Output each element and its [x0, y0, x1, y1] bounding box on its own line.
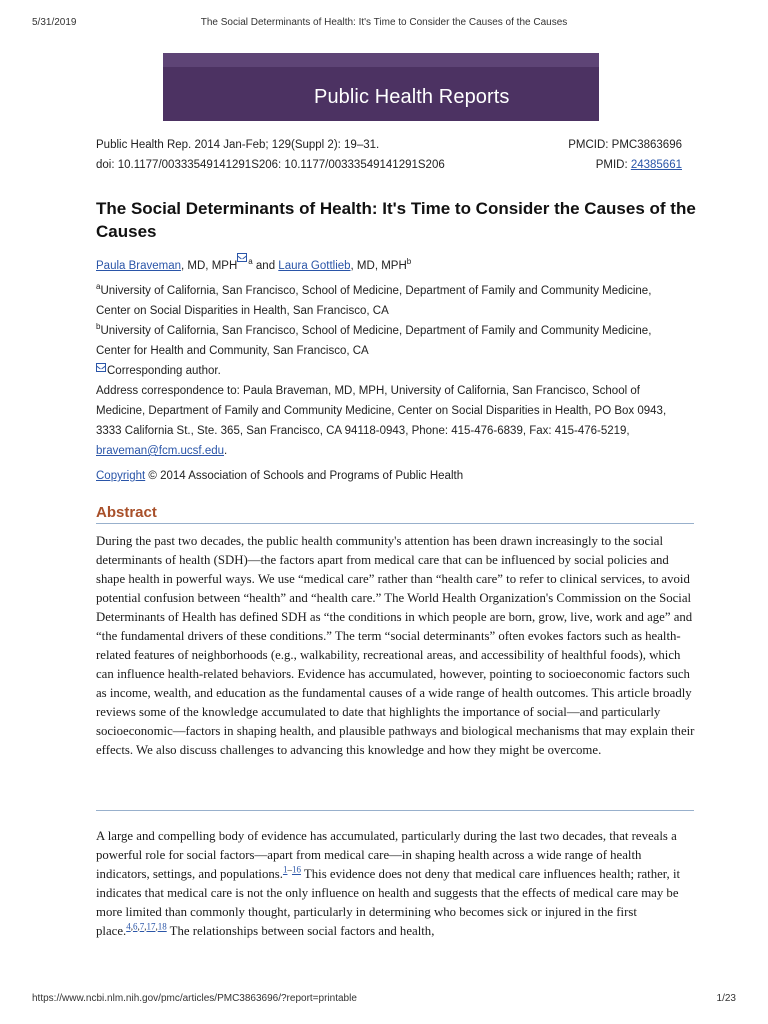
author-list: [96, 253, 411, 272]
affiliation-b-line2: Center for Health and Community, San Francisco, CA: [96, 345, 369, 357]
mail-icon[interactable]: [237, 253, 247, 262]
citation-comma: ,: [130, 921, 133, 932]
pmcid: PMCID: PMC3863696: [568, 139, 682, 151]
citation-dash: –: [287, 864, 292, 875]
email-link[interactable]: braveman@fcm.ucsf.edu: [96, 445, 225, 457]
citation-journal: Public Health Rep. 2014 Jan-Feb; 129(Suppl 2): 19–31.: [96, 139, 380, 151]
journal-name: Public Health Reports: [314, 86, 510, 108]
copyright-line: [96, 470, 463, 482]
abstract-divider: [96, 523, 694, 524]
pmid: [596, 159, 682, 171]
mail-icon: [96, 363, 106, 372]
print-date: 5/31/2019: [32, 17, 77, 28]
intro-text-2: This evidence does not deny that medical care influences health; rather, it indicates that medical care is not the only influence on health and suggests that the effects of medical care may be more limited than commonly thought, particularly in determining who becomes sick or injured in the first place.: [96, 867, 681, 938]
affil-marker-b: b: [96, 322, 101, 332]
intro-text-3: The relationships between social factors and health,: [166, 924, 435, 938]
journal-banner: [163, 53, 599, 121]
affil-sup-a: a: [248, 257, 253, 266]
email-line: [96, 441, 696, 461]
affil-sup-b: b: [406, 257, 412, 266]
author-degree: , MD, MPH: [181, 259, 238, 272]
affiliations: [96, 281, 696, 461]
article-title: The Social Determinants of Health: It's Time to Consider the Causes of the Causes: [96, 199, 696, 241]
citation-ref-group-2: [126, 922, 167, 932]
citation-ref[interactable]: 18: [157, 921, 167, 932]
print-header-title: The Social Determinants of Health: It's Time to Consider the Causes of the Causes: [200, 17, 568, 28]
email-end: .: [224, 445, 228, 457]
citation-ref[interactable]: 4: [126, 921, 131, 932]
author-link-gottlieb[interactable]: Laura Gottlieb: [278, 259, 351, 272]
author-sup: [237, 257, 252, 266]
pmid-label: PMID:: [595, 159, 631, 171]
abstract-heading: Abstract: [96, 504, 157, 521]
affiliation-b: [96, 321, 696, 341]
section-divider: [96, 810, 694, 811]
affiliation-a: [96, 281, 696, 301]
abstract-text: During the past two decades, the public health community's attention has been drawn increasingly to the social determinants of health (SDH)—the factors apart from medical care that can be influenced by social policies and shape health in powerful ways. We use “medical care” rather than “health care” to refer to clinical services, to avoid potential confusion between “health” and “health care.” The World Health Organization's Commission on the Social Determinants of Health has defined SDH as “the conditions in which people are born, grow, live, work and age” and “the fundamental drivers of these conditions.” The term “social determinants” often evokes factors such as health-related features of neighborhoods (e.g., walkability, recreational areas, and accessibility of healthful foods), which can influence health-related behaviors. Evidence has accumulated, however, pointing to socioeconomic factors such as income, wealth, and education as the fundamental causes of a wide range of health outcomes. This article broadly reviews some of the knowledge accumulated to date that highlights the importance of social—and particularly socioeconomic—factors in shaping health, and plausible pathways and biological mechanisms that may explain their effects. We also discuss challenges to advancing this knowledge and how they might be overcome.: [96, 534, 695, 757]
address-line-3: 3333 California St., Ste. 365, San Francisco, CA 94118-0943, Phone: 415-476-6839, Fax: 415-476-5219,: [96, 425, 630, 437]
corresponding-note: [96, 361, 696, 381]
citation-ref[interactable]: 7: [139, 921, 145, 932]
citation-ref[interactable]: 6: [132, 921, 138, 932]
citation-ref[interactable]: 1: [282, 864, 288, 875]
citation-comma: ,: [137, 921, 140, 932]
print-footer-url: https://www.ncbi.nlm.nih.gov/pmc/articles/PMC3863696/?report=printable: [32, 993, 357, 1004]
author-link-braveman[interactable]: Paula Braveman: [96, 259, 182, 272]
citation-ref-group-1: [283, 865, 301, 875]
print-page-number: 1/23: [716, 993, 736, 1004]
intro-paragraph: [96, 827, 696, 941]
intro-text-1: A large and compelling body of evidence has accumulated, particularly during the last two decades, that reveals a powerful role for social factors—apart from medical care—in shaping health across a wide range of health indicators, settings, and populations.: [96, 829, 677, 881]
citation-comma: ,: [144, 921, 147, 932]
corresponding-text: Corresponding author.: [107, 365, 221, 377]
citation-ref[interactable]: 17: [146, 921, 156, 932]
citation-doi: doi: 10.1177/00333549141291S206: 10.1177/00333549141291S206: [96, 159, 445, 171]
affiliation-b-text: University of California, San Francisco, School of Medicine, Department of Family and Community Medicine,: [100, 325, 652, 337]
address-line-1: Address correspondence to: Paula Braveman, MD, MPH, University of California, San Francisco, School of: [96, 385, 640, 397]
affil-marker-a: a: [96, 282, 101, 292]
address-line-2: Medicine, Department of Family and Community Medicine, Center on Social Disparities in Health, PO Box 0943,: [96, 405, 667, 417]
affiliation-a-line2: Center on Social Disparities in Health, San Francisco, CA: [96, 305, 389, 317]
citation-comma: ,: [155, 921, 158, 932]
author-and: and: [252, 259, 279, 272]
affiliation-a-text: University of California, San Francisco, School of Medicine, Department of Family and Community Medicine,: [100, 285, 652, 297]
copyright-link[interactable]: Copyright: [96, 470, 146, 482]
banner-stripe: [163, 53, 599, 67]
pmid-link[interactable]: 24385661: [630, 159, 682, 171]
citation-ref[interactable]: 16: [291, 864, 301, 875]
copyright-text: © 2014 Association of Schools and Programs of Public Health: [145, 470, 464, 482]
author-degree: , MD, MPH: [350, 259, 407, 272]
